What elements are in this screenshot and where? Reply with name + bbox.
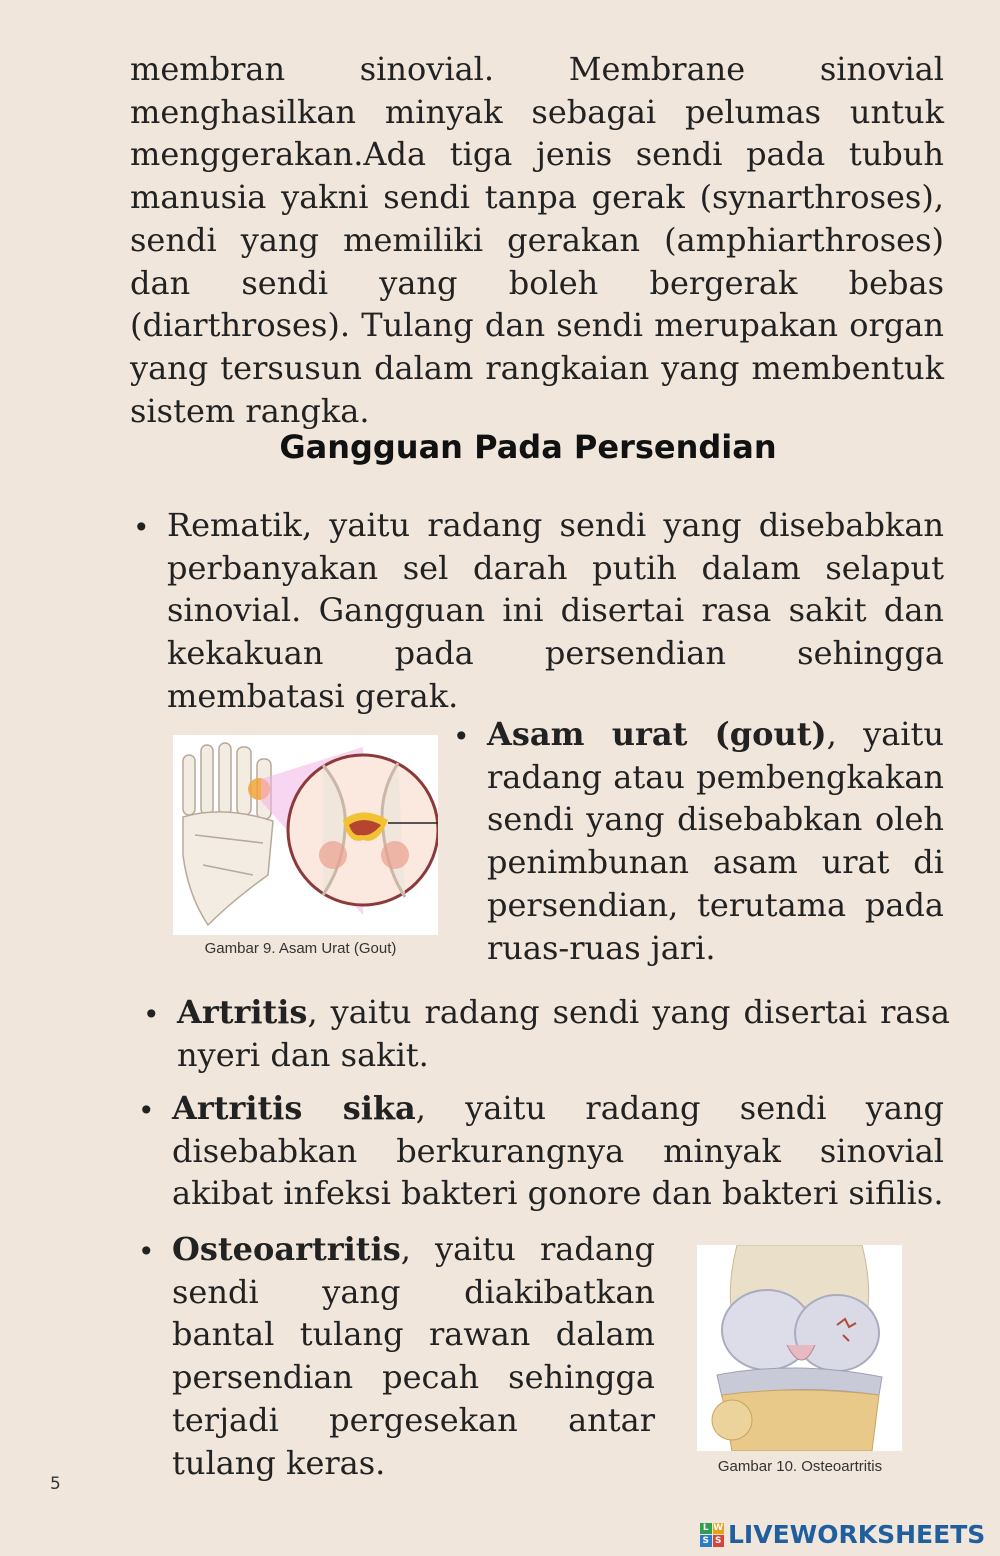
bullet-dot: • [138,1094,155,1127]
knee-illustration [697,1245,902,1451]
list-item-gout [487,713,944,969]
figure-caption: Gambar 9. Asam Urat (Gout) [204,940,397,957]
item-text: , yaitu radang sendi yang disebabkan berkurangnya minyak sinovial akibat infeksi bakteri gonore dan bakteri sifilis. [172,1089,945,1213]
bullet-dot: • [138,1235,155,1268]
figure-caption: Gambar 10. Osteoartritis [717,1458,883,1475]
list-item-rematik [167,504,944,718]
figure-osteoartritis-image [697,1245,902,1451]
list-item-osteoartritis [172,1228,655,1484]
item-text: Rematik, yaitu radang sendi yang disebabkan perbanyakan sel darah putih dalam selaput sinovial. Gangguan ini disertai rasa sakit dan kekakuan pada persendian sehingga membatasi gerak. [167,506,944,715]
brand-name: LIVEWORKSHEETS [728,1520,986,1549]
item-term: Artritis [177,993,308,1031]
item-text: , yaitu radang atau pembengkakan sendi yang disebabkan oleh penimbunan asam urat di persendian, terutama pada ruas-ruas jari. [487,715,945,967]
brand-logo-icon: L W S S [700,1523,724,1547]
brand-watermark[interactable] [700,1520,985,1549]
item-term: Asam urat (gout) [487,715,827,753]
bullet-dot: • [453,720,470,753]
item-text: , yaitu radang sendi yang diakibatkan bantal tulang rawan dalam persendian pecah sehingga terjadi pergesekan antar tulang keras. [172,1230,655,1482]
list-item-artritis-sika [172,1087,944,1215]
figure-gout-image [173,735,438,935]
bullet-dot: • [143,998,160,1031]
gout-illustration [173,735,438,935]
item-term: Artritis sika [172,1089,416,1127]
item-term: Osteoartritis [172,1230,401,1268]
item-text: , yaitu radang sendi yang disertai rasa nyeri dan sakit. [177,993,950,1074]
page-number: 5 [50,1474,61,1494]
bullet-dot: • [133,511,150,544]
section-heading: Gangguan Pada Persendian [279,428,777,466]
list-item-artritis [177,991,950,1076]
intro-paragraph: membran sinovial. Membrane sinovial menghasilkan minyak sebagai pelumas untuk menggerakan.Ada tiga jenis sendi pada tubuh manusia yakni sendi tanpa gerak (synarthroses), sendi yang memiliki gerakan (amphiarthroses) dan sendi yang boleh bergerak bebas (diarthroses). Tulang dan sendi merupakan organ yang tersusun dalam rangkaian yang membentuk sistem rangka. [130,50,944,430]
